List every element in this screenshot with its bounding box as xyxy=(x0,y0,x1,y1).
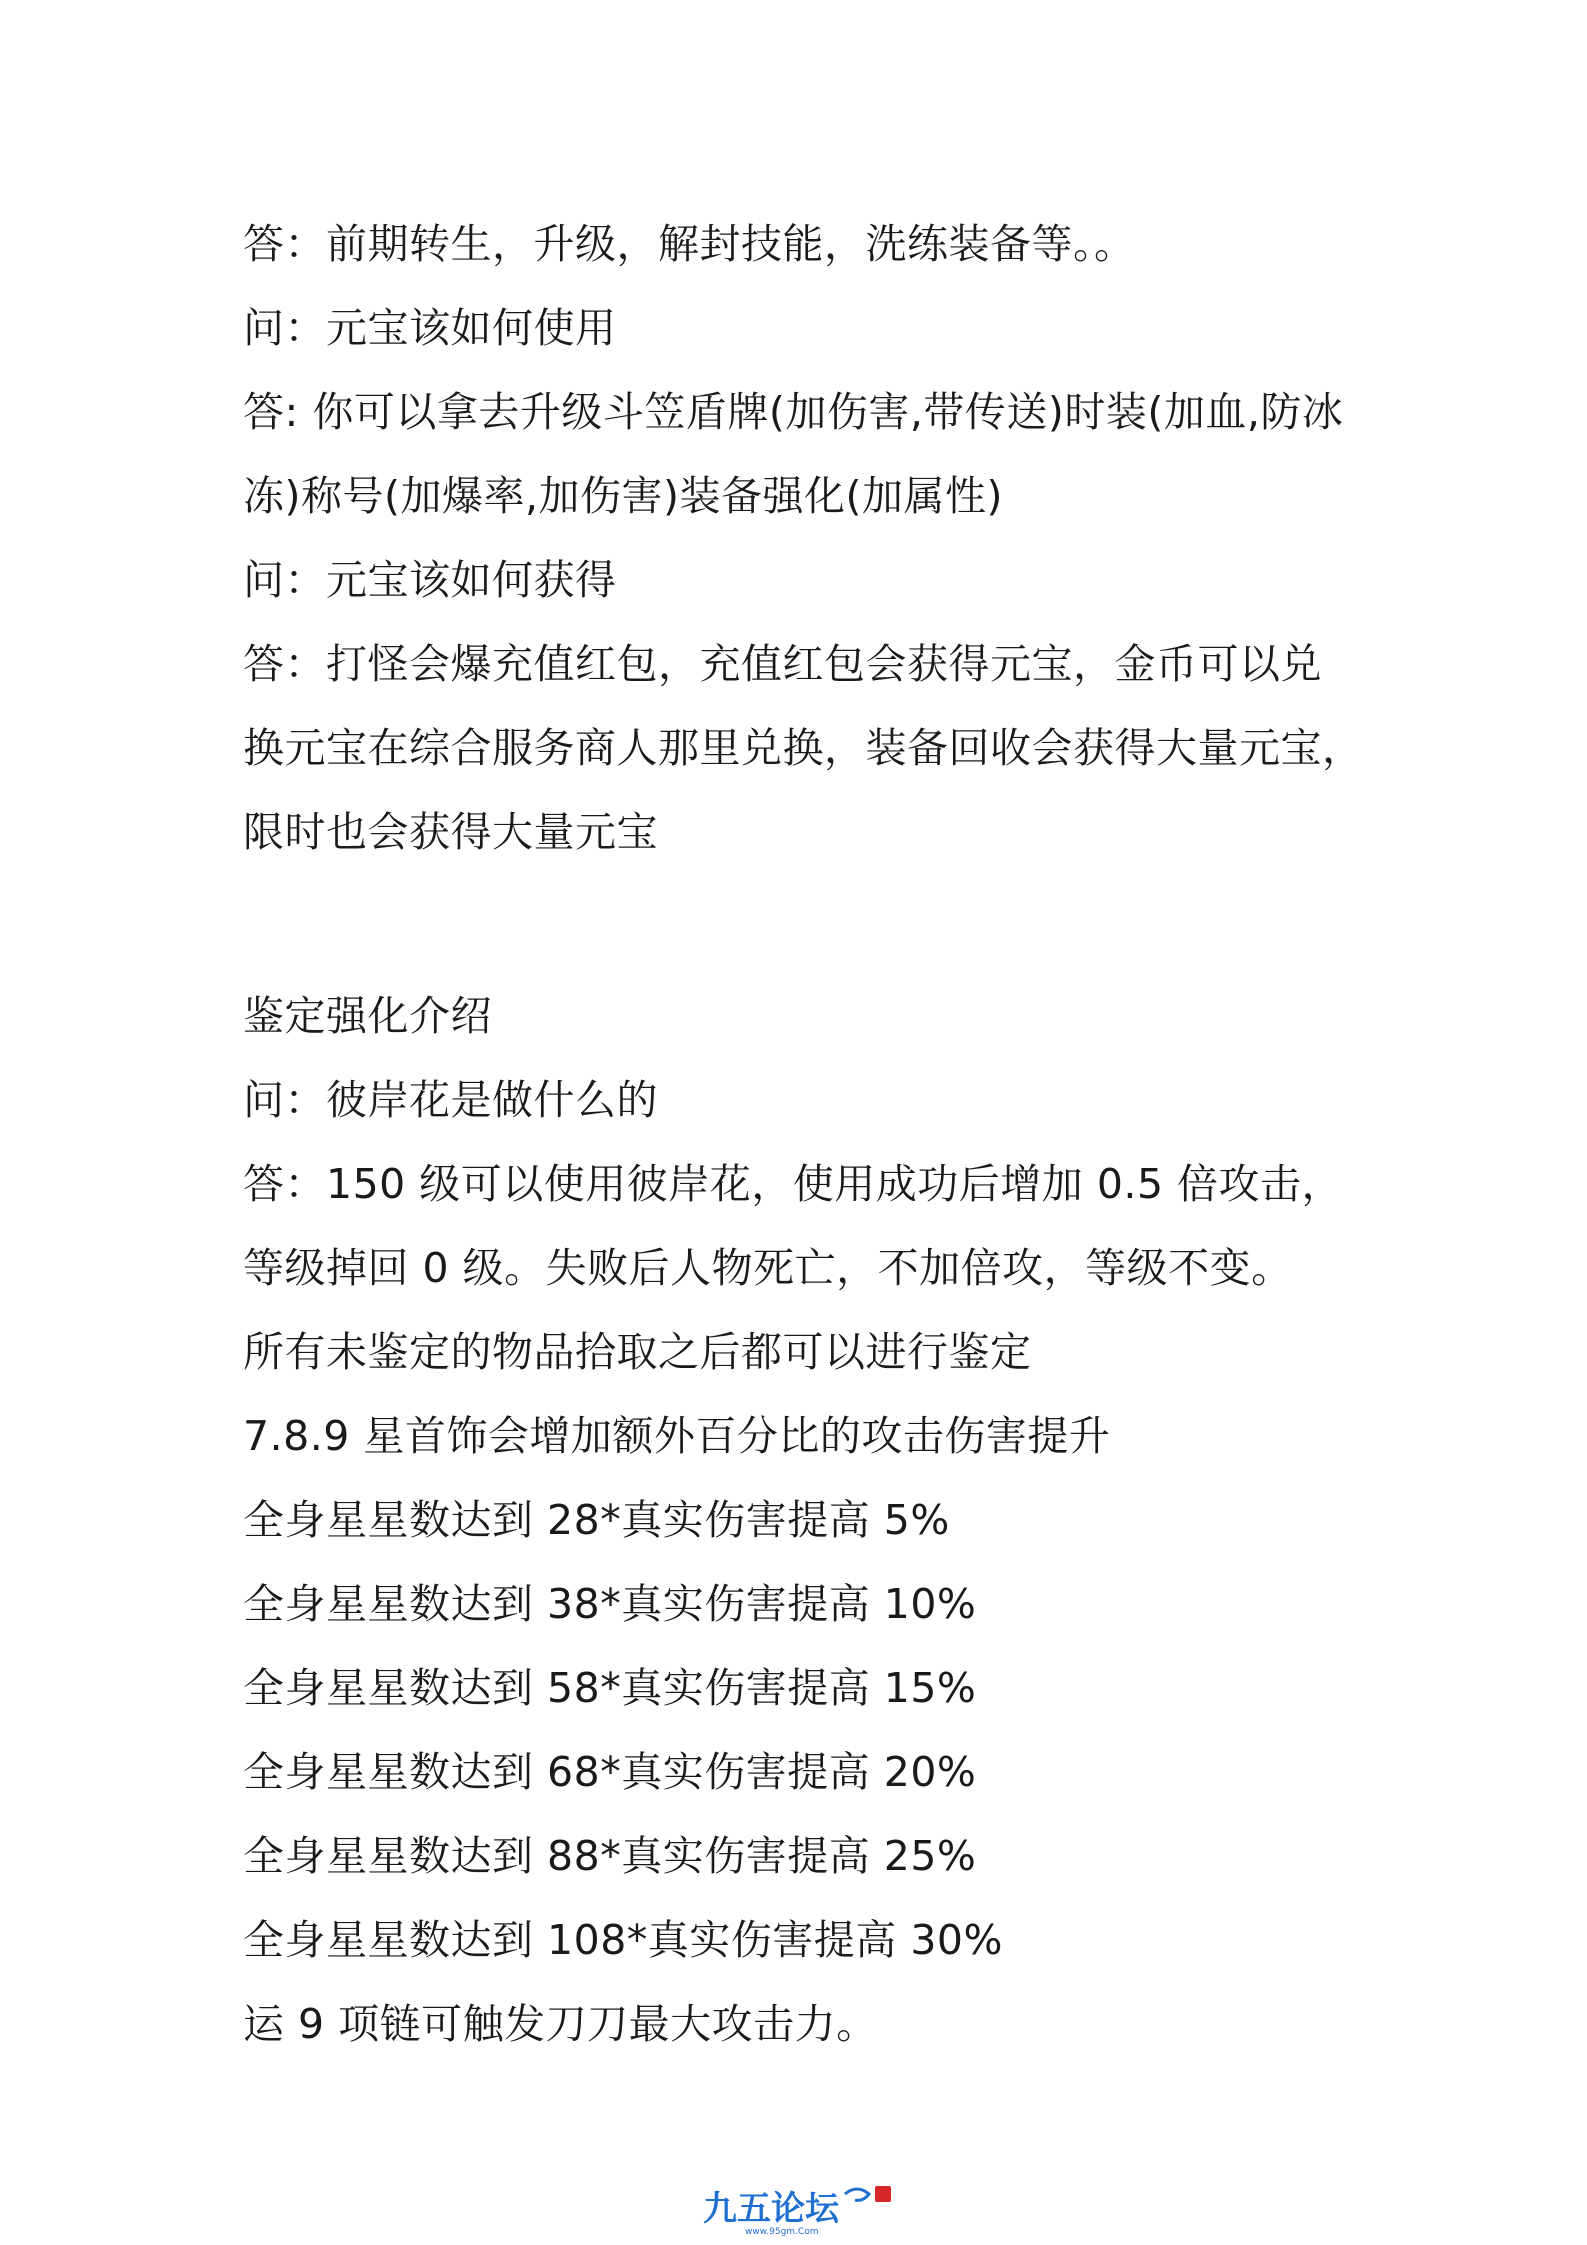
section-title: 鉴定强化介绍 xyxy=(243,992,492,1040)
document-body xyxy=(243,202,1393,2066)
forum-logo xyxy=(695,2180,915,2238)
star-bonus-line: 全身星星数达到 28*真实伤害提高 5% xyxy=(243,1496,950,1544)
answer-line: 限时也会获得大量元宝 xyxy=(243,808,658,856)
forum-logo-graphic xyxy=(695,2180,915,2238)
appraisal-section xyxy=(243,974,1393,2066)
answer-line: 答：打怪会爆充值红包，充值红包会获得元宝，金币可以兑 xyxy=(243,640,1322,688)
question-line: 问：彼岸花是做什么的 xyxy=(243,1076,658,1124)
answer-line: 答: 你可以拿去升级斗笠盾牌(加伤害,带传送)时装(加血,防冰 xyxy=(243,388,1344,436)
answer-line: 冻)称号(加爆率,加伤害)装备强化(加属性) xyxy=(243,472,1004,520)
faq-section xyxy=(243,202,1393,874)
answer-line: 答：150 级可以使用彼岸花，使用成功后增加 0.5 倍攻击， xyxy=(243,1160,1344,1208)
question-line: 问：元宝该如何使用 xyxy=(243,304,617,352)
logo-seal-icon xyxy=(875,2186,891,2202)
logo-sub-text: www.95gm.Com xyxy=(745,2227,819,2237)
star-bonus-line: 全身星星数达到 68*真实伤害提高 20% xyxy=(243,1748,977,1796)
star-bonus-line: 全身星星数达到 38*真实伤害提高 10% xyxy=(243,1580,977,1628)
star-bonus-line: 全身星星数达到 108*真实伤害提高 30% xyxy=(243,1916,1003,1964)
answer-line: 等级掉回 0 级。失败后人物死亡，不加倍攻，等级不变。 xyxy=(243,1244,1293,1292)
section-gap xyxy=(243,874,1393,974)
answer-line: 答：前期转生，升级，解封技能，洗练装备等。。 xyxy=(243,220,1136,268)
star-bonus-line: 全身星星数达到 58*真实伤害提高 15% xyxy=(243,1664,977,1712)
answer-line: 换元宝在综合服务商人那里兑换，装备回收会获得大量元宝， xyxy=(243,724,1364,772)
logo-main-text: 九五论坛 xyxy=(703,2189,839,2229)
info-line: 所有未鉴定的物品拾取之后都可以进行鉴定 xyxy=(243,1328,1032,1376)
question-line: 问：元宝该如何获得 xyxy=(243,556,617,604)
info-line: 7.8.9 星首饰会增加额外百分比的攻击伤害提升 xyxy=(243,1412,1111,1460)
info-line: 运 9 项链可触发刀刀最大攻击力。 xyxy=(243,2000,878,2048)
star-bonus-line: 全身星星数达到 88*真实伤害提高 25% xyxy=(243,1832,977,1880)
logo-swoosh-icon xyxy=(845,2189,869,2200)
